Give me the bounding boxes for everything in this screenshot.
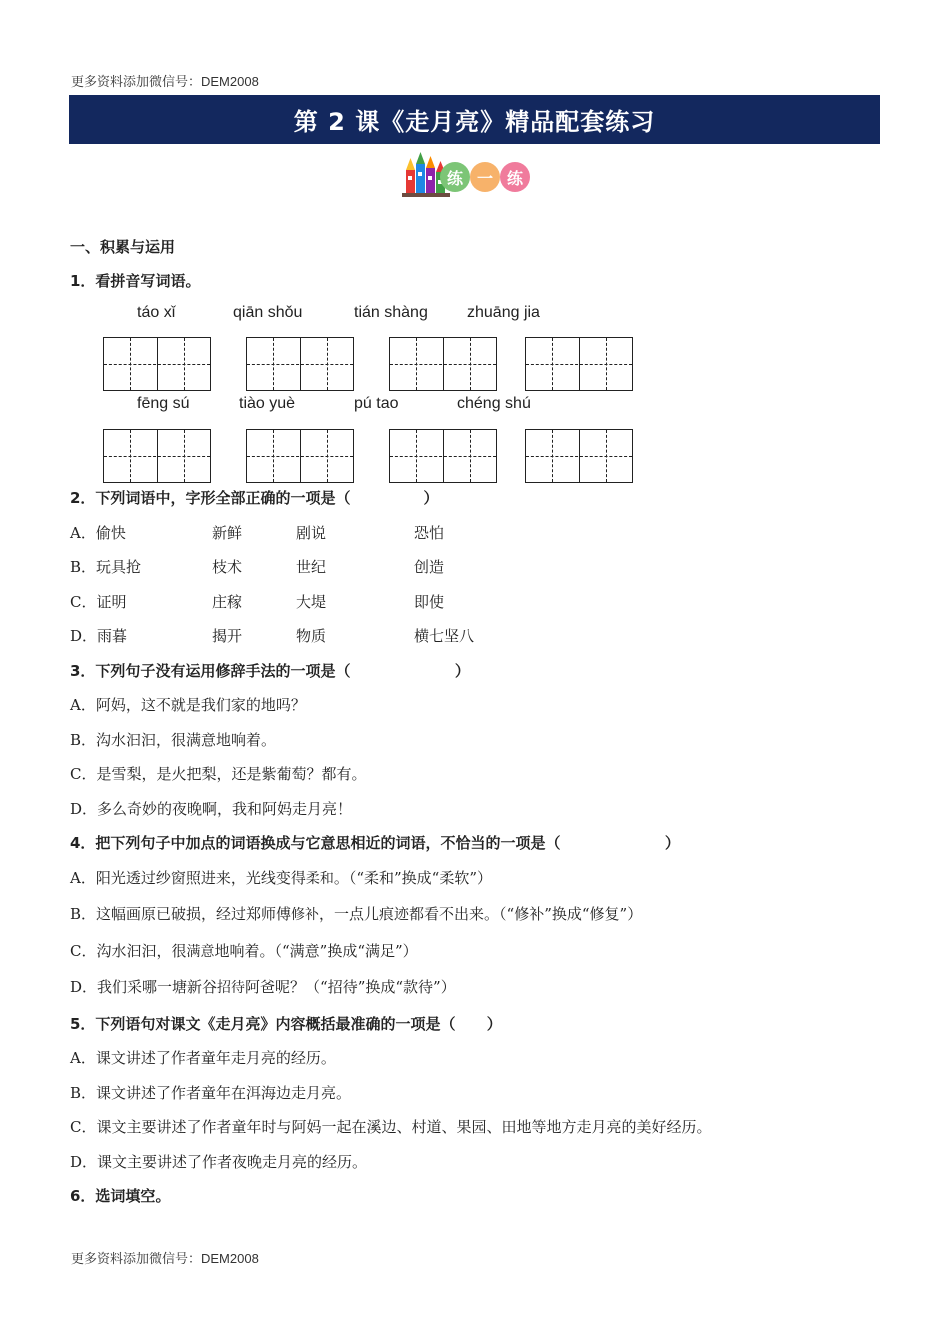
option-text: ，一点儿痕迹都看不出来。（“修补”换成“修复”） [319,905,643,923]
option-word: 创造 [414,558,445,576]
option-text: 阿爸呢？（“招待”换成“款待”） [245,978,456,996]
option-d: D．多么奇妙的夜晚啊，我和阿妈走月亮！ [70,800,353,818]
writing-grid[interactable] [525,337,633,391]
option-word: 剧说 [296,524,327,542]
option-word: 世纪 [296,558,327,576]
option-d: D．雨暮 [70,627,128,645]
logo-char-3: 练 [500,162,530,192]
title-banner [69,95,880,144]
logo-char-1: 练 [440,162,470,192]
writing-grid[interactable] [389,337,497,391]
option-a: A．偷快 [70,524,126,542]
question-2-title: 2．下列词语中，字形全部正确的一项是（ ） [70,489,439,507]
option-c: C．是雪梨，是火把梨，还是紫葡萄？都有。 [70,765,367,783]
pinyin-label: zhuāng jia [467,304,540,321]
writing-grid[interactable] [246,429,354,483]
option-b: B．玩具抢 [70,558,142,576]
writing-grid[interactable] [525,429,633,483]
option-word: 揭开 [212,627,243,645]
dotted-word: 修补 [291,907,320,923]
option-text: 地响着。（“满意”换成“满足”） [214,942,418,960]
question-6-title: 6．选词填空。 [70,1187,171,1205]
pinyin-label: táo xǐ [137,304,176,321]
practice-logo [402,152,537,198]
option-b [70,903,642,924]
option-b: B．课文讲述了作者童年在洱海边走月亮。 [70,1084,352,1102]
option-text: D．我们采哪一塘新谷 [70,978,218,996]
option-a: A．课文讲述了作者童年走月亮的经历。 [70,1049,336,1067]
pinyin-label: tiào yuè [239,395,296,412]
pinyin-label: fēng sú [137,395,190,412]
option-word: 物质 [296,627,327,645]
dotted-word: 满意 [186,944,215,960]
option-word: 枝术 [212,558,243,576]
writing-grid[interactable] [103,429,211,483]
option-word: 横七坚八 [414,627,475,645]
writing-grid[interactable] [103,337,211,391]
option-d: D．课文主要讲述了作者夜晚走月亮的经历。 [70,1153,368,1171]
pinyin-label: pú tao [354,395,399,412]
option-text: A．阳光透过纱窗照进来，光线变得 [70,869,306,887]
question-5-title: 5．下列语句对课文《走月亮》内容概括最准确的一项是（ ） [70,1015,502,1033]
pinyin-label: qiān shǒu [233,304,303,321]
option-word: 恐怕 [414,524,445,542]
option-b: B．沟水汩汩，很满意地响着。 [70,731,277,749]
pinyin-label: chéng shú [457,395,531,412]
option-word: 新鲜 [212,524,243,542]
pinyin-label: tián shàng [354,304,428,321]
question-4-title: 4．把下列句子中加点的词语换成与它意思相近的词语，不恰当的一项是（ ） [70,834,680,852]
page-header: 更多资料添加微信号：DEM2008 [71,74,259,89]
option-text: B．这幅画原已破损，经过郑师傅 [70,905,292,923]
option-c: C．课文主要讲述了作者童年时与阿妈一起在溪边、村道、果园、田地等地方走月亮的美好经历。 [70,1118,712,1136]
option-text: 。（“柔和”换成“柔软”） [333,869,493,887]
logo-char-2: 一 [470,162,500,192]
question-3-title: 3．下列句子没有运用修辞手法的一项是（ ） [70,662,470,680]
option-word: 即使 [414,593,445,611]
section-heading: 一、积累与运用 [70,238,176,256]
page-title: 第 2 课《走月亮》精品配套练习 [293,108,656,136]
option-c [70,940,418,961]
option-a [70,867,492,888]
option-word: 大堤 [296,593,327,611]
writing-grid[interactable] [246,337,354,391]
question-1-title: 1．看拼音写词语。 [70,272,201,290]
option-d [70,976,456,997]
dotted-word: 招待 [217,980,246,996]
option-word: 庄稼 [212,593,243,611]
option-text: C．沟水汩汩，很 [70,942,187,960]
option-c: C．证明 [70,593,127,611]
dotted-word: 柔和 [305,871,334,887]
writing-grid[interactable] [389,429,497,483]
page-footer: 更多资料添加微信号：DEM2008 [71,1251,259,1266]
option-a: A．阿妈，这不就是我们家的地吗？ [70,696,306,714]
